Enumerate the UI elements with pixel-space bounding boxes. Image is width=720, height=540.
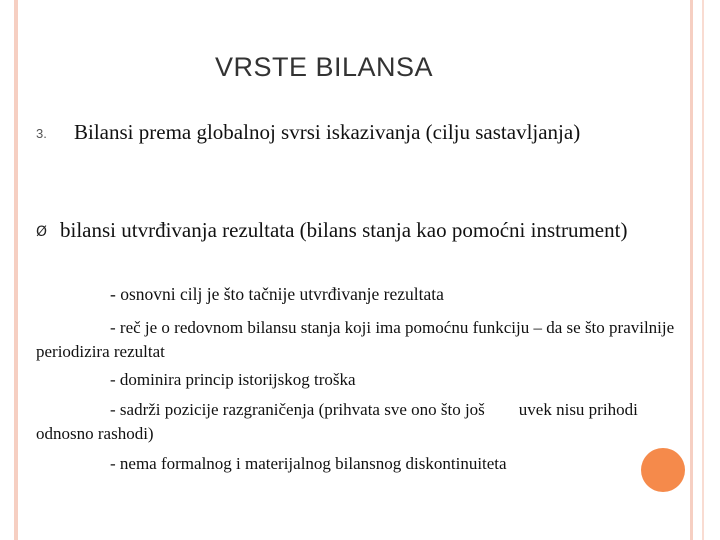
decorative-circle <box>641 448 685 492</box>
sub-item-4: - sadrži pozicije razgraničenja (prihvata sve ono što još uvek nisu prihodi odnosno rashodi) <box>36 400 643 443</box>
list-number: 3. <box>36 126 47 141</box>
bullet-text: bilansi utvrđivanja rezultata (bilans stanja kao pomoćni instrument) <box>60 218 628 242</box>
slide-border-right-outer <box>702 0 704 540</box>
slide-title: VRSTE BILANSA <box>215 52 434 82</box>
arrow-bullet-icon: Ø <box>36 224 48 240</box>
sub-item-5: - nema formalnog i materijalnog bilansnog diskontinuiteta <box>110 454 507 473</box>
sub-item-1: - osnovni cilj je što tačnije utvrđivanje rezultata <box>110 284 444 304</box>
sub-item-3: - dominira princip istorijskog troška <box>110 370 356 389</box>
list-item-heading: Bilansi prema globalnoj svrsi iskazivanja (cilju sastavljanja) <box>74 120 581 144</box>
slide-border-right <box>690 0 693 540</box>
sub-item-2: - reč je o redovnom bilansu stanja koji ima pomoćnu funkciju – da se što pravilnije periodizira rezultat <box>36 318 675 361</box>
slide-border-left <box>14 0 18 540</box>
